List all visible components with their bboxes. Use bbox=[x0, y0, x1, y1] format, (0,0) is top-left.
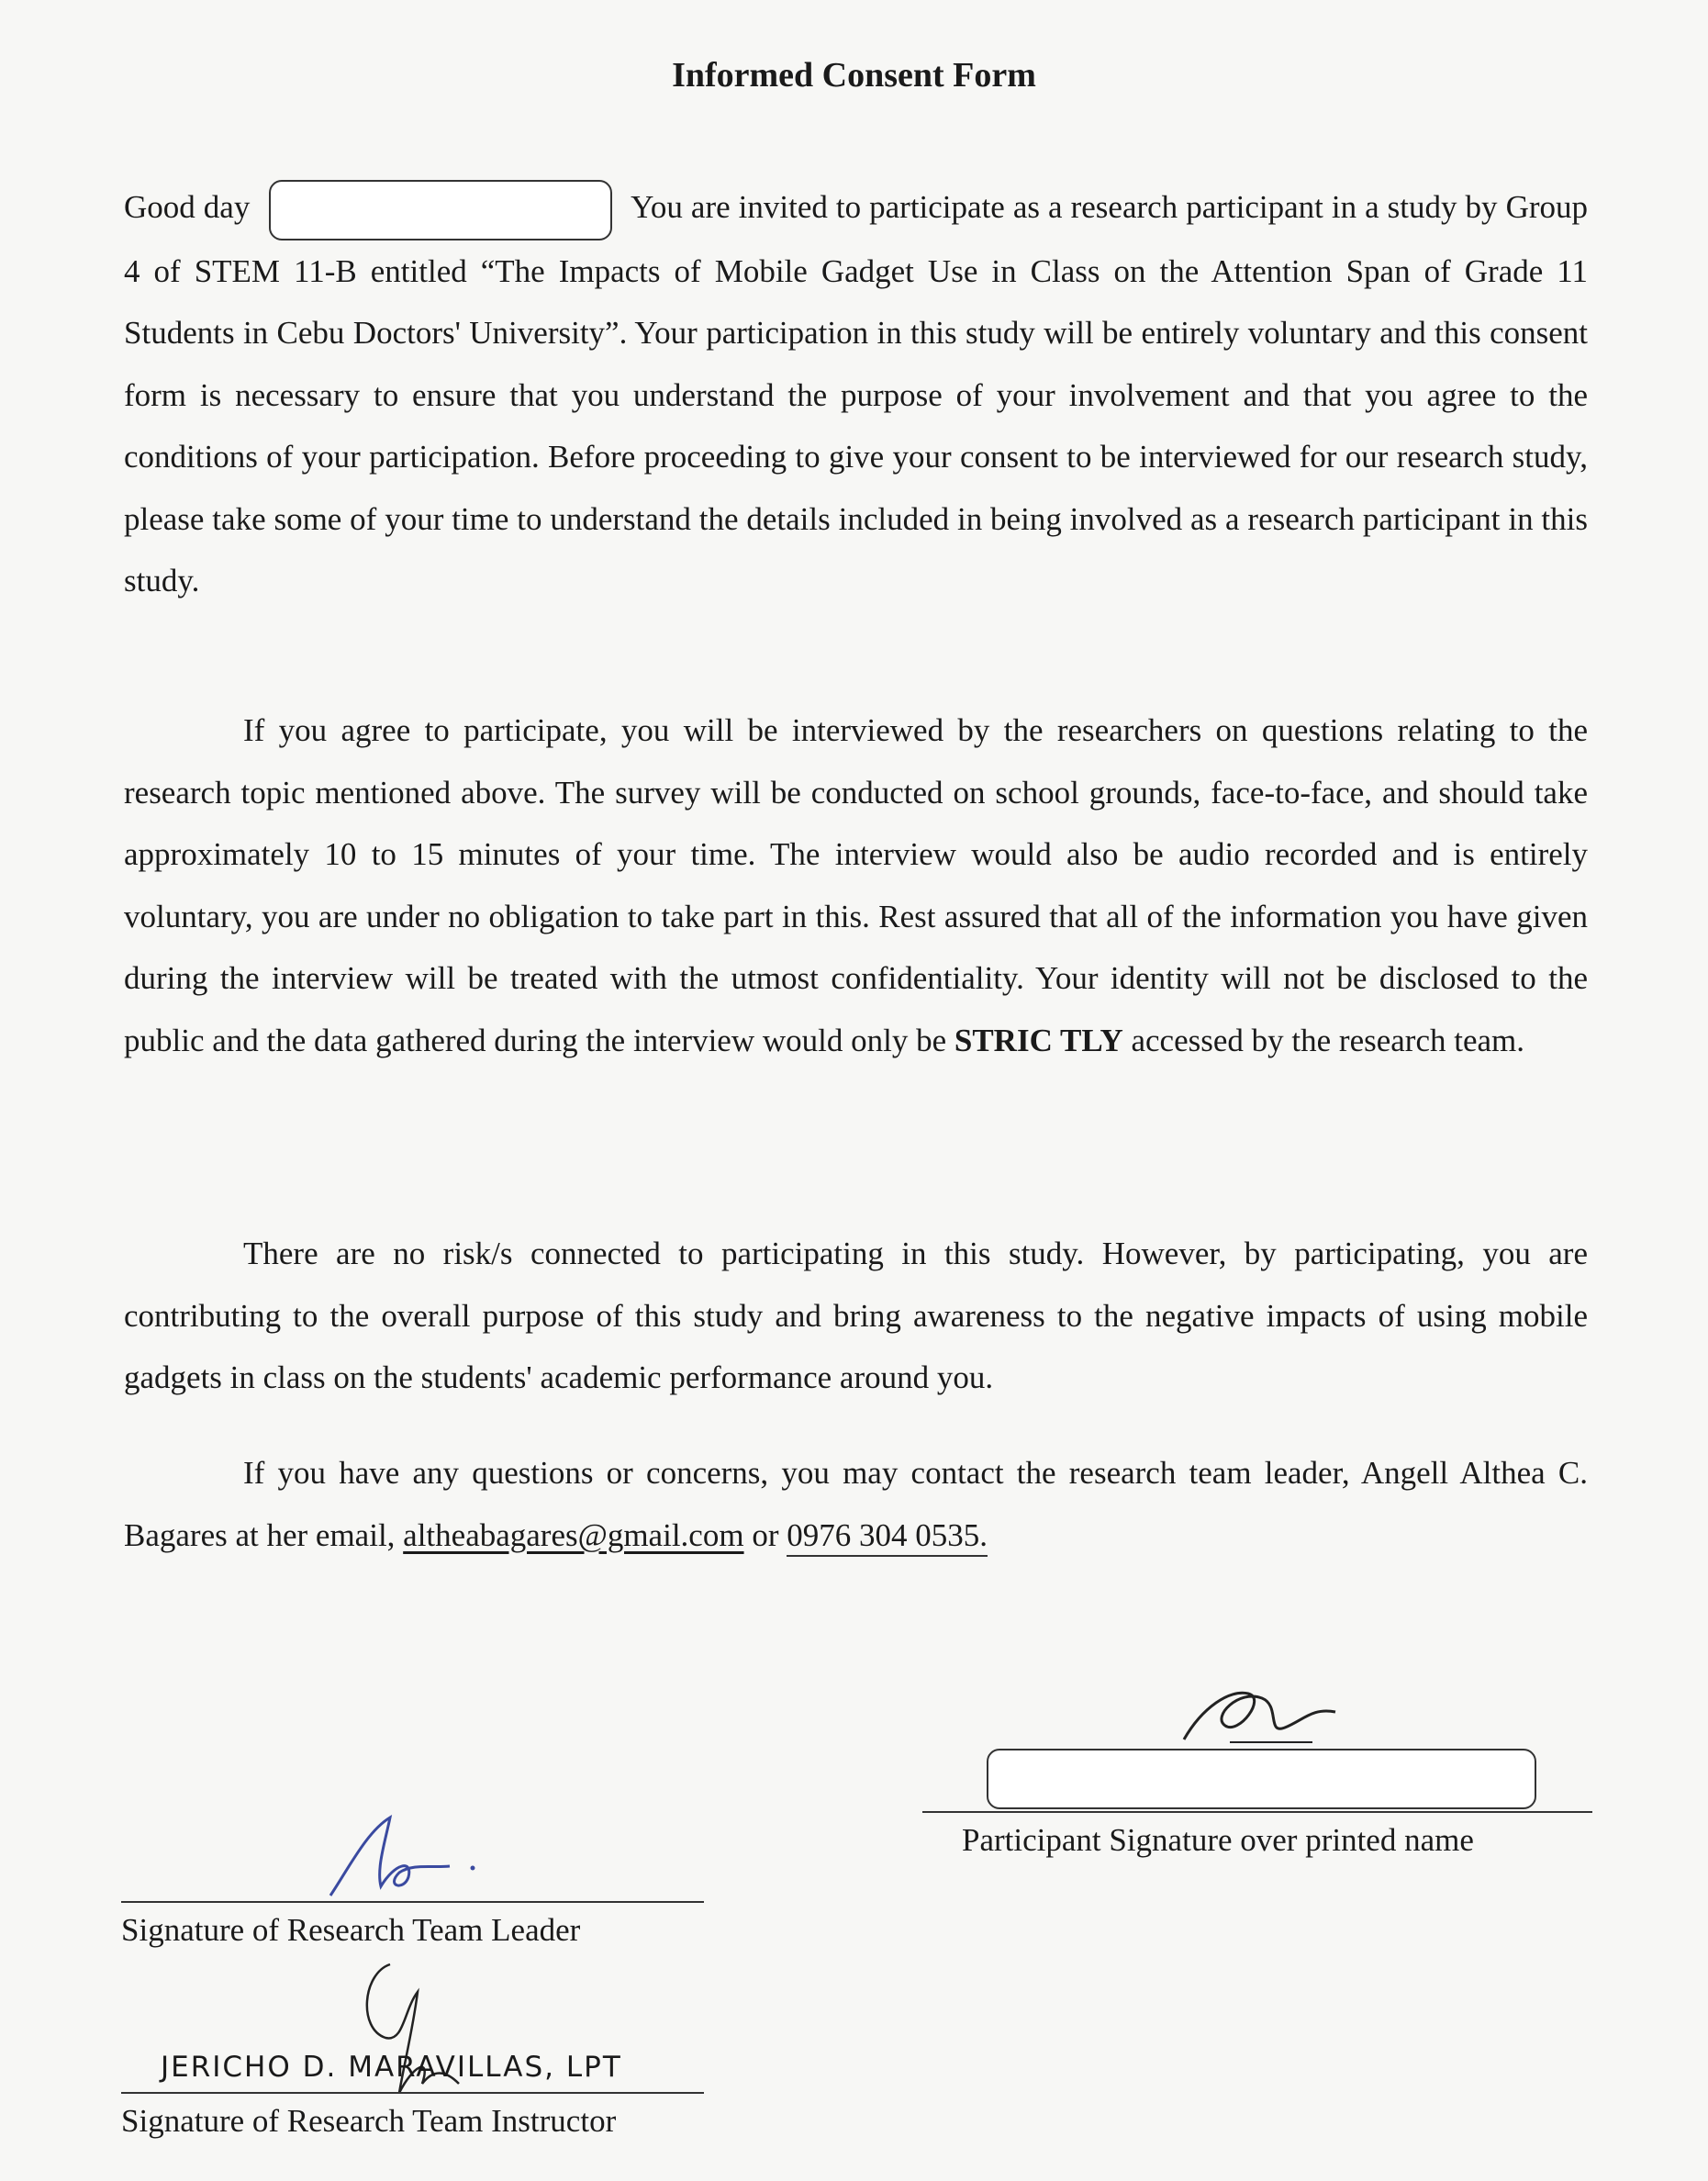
leader-signature-image bbox=[312, 1813, 496, 1905]
intro-paragraph bbox=[124, 176, 1588, 612]
greeting-text: Good day bbox=[124, 189, 251, 225]
leader-signature-line bbox=[121, 1901, 704, 1903]
procedure-paragraph bbox=[124, 699, 1588, 1071]
redacted-participant-name bbox=[269, 180, 612, 240]
contact-email-link[interactable]: altheabagares@gmail.com bbox=[403, 1516, 744, 1553]
risk-paragraph: There are no risk/s connected to participating in this study. However, by participating, you are contributing to the overall purpose of this study and bring awareness to the negative impacts of using mobile gadgets in class on the students' academic performance around you. bbox=[124, 1236, 1588, 1395]
document-title: Informed Consent Form bbox=[672, 56, 1036, 95]
leader-signature-label: Signature of Research Team Leader bbox=[121, 1912, 581, 1948]
instructor-signature-line bbox=[121, 2092, 704, 2094]
strictly-emphasis: STRIC TLY bbox=[954, 1022, 1123, 1058]
instructor-signature-label: Signature of Research Team Instructor bbox=[121, 2103, 617, 2139]
contact-phone: 0976 304 0535. bbox=[787, 1517, 988, 1557]
participant-signature-image bbox=[1175, 1671, 1358, 1753]
procedure-text-end: accessed by the research team. bbox=[1131, 1022, 1524, 1058]
contact-paragraph bbox=[124, 1442, 1588, 1566]
intro-text: You are invited to participate as a research participant in a study by Group 4 of STEM 11-B entitled “The Impacts of Mobile Gadget Use in Class on the Attention Span of Grade 11 Students in Cebu Doctors' University”. Your participation in this study will be entirely voluntary and this consent form is necessary to ensure that you understand the purpose of your involvement and that you agree to the conditions of your participation. Before proceeding to give your consent to be interviewed for our research study, please take some of your time to understand the details included in being involved as a research participant in this study. bbox=[124, 189, 1589, 599]
participant-signature-label: Participant Signature over printed name bbox=[962, 1822, 1474, 1858]
contact-or-text: or bbox=[752, 1516, 779, 1553]
procedure-text: If you agree to participate, you will be interviewed by the researchers on questions relating to the research topic mentioned above. The survey will be conducted on school grounds, face-to-face, and should take approximately 10 to 15 minutes of your time. The interview would also be audio recorded and is entirely voluntary, you are under no obligation to take part in this. Rest assured that all of the information you have given during the interview will be treated with the utmost confidentiality. Your identity will not be disclosed to the public and the data gathered during the interview would only be bbox=[124, 712, 1588, 1058]
redacted-participant-printed-name bbox=[987, 1749, 1536, 1809]
instructor-printed-name: JERICHO D. MARAVILLAS, LPT bbox=[161, 2051, 622, 2084]
participant-signature-line bbox=[922, 1811, 1592, 1813]
contact-text: If you have any questions or concerns, you may contact the research team leader, Angell Althea C. Bagares at her email, bbox=[124, 1455, 1588, 1553]
